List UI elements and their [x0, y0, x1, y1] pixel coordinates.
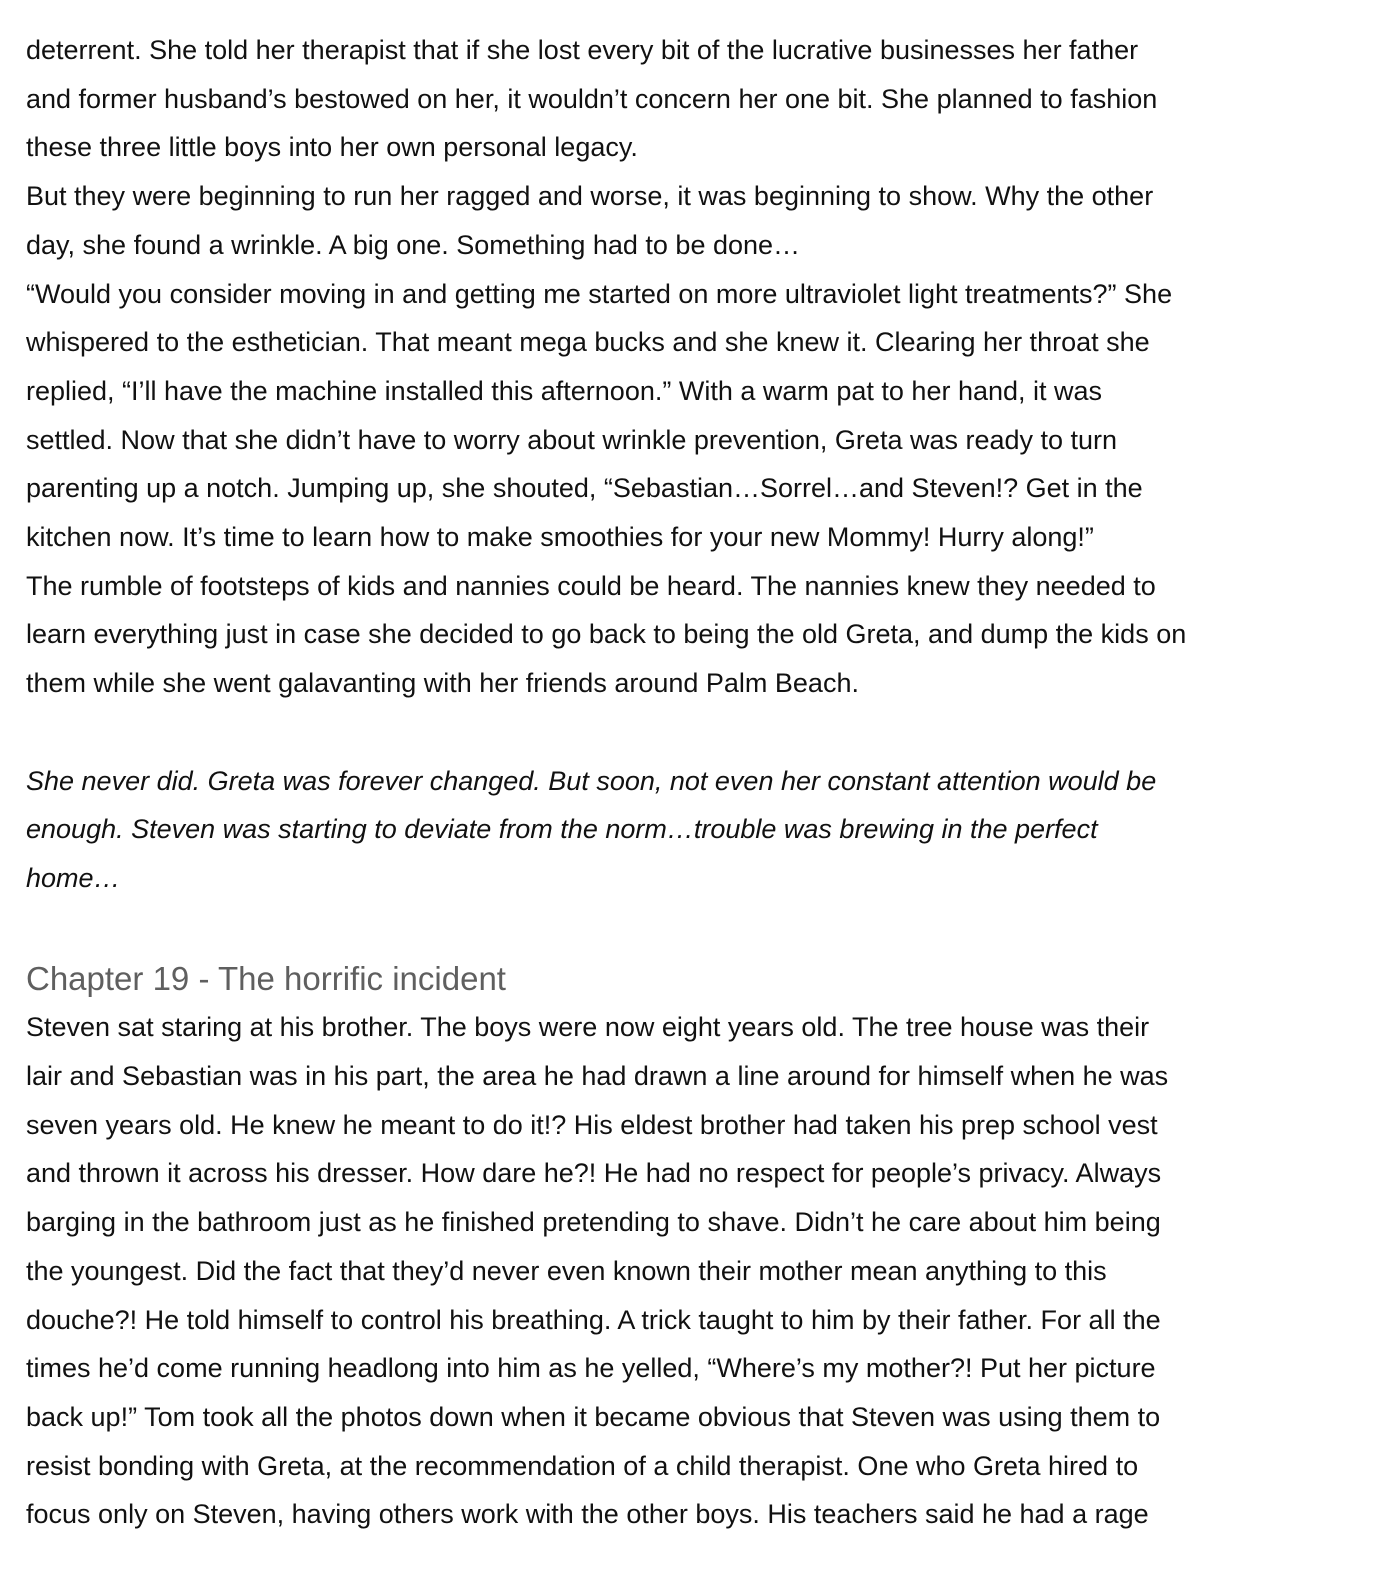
text-line: resist bonding with Greta, at the recommendation of a child therapist. One who Greta hired to — [26, 1450, 1139, 1481]
text-line: learn everything just in case she decided to go back to being the old Greta, and dump the kids on — [26, 619, 1187, 650]
text-line: douche?! He told himself to control his breathing. A trick taught to him by their father. For all the — [26, 1304, 1161, 1335]
paragraph-esthetician — [26, 270, 1346, 562]
text-line: She never did. Greta was forever changed. But soon, not even her constant attention would be — [26, 765, 1157, 796]
text-line: home… — [26, 862, 121, 893]
text-line: enough. Steven was starting to deviate from the norm…trouble was brewing in the perfect — [26, 814, 1098, 845]
text-line: them while she went galavanting with her friends around Palm Beach. — [26, 668, 859, 699]
paragraph-spacer — [26, 708, 1346, 757]
text-line: and thrown it across his dresser. How dare he?! He had no respect for people’s privacy. Always — [26, 1158, 1162, 1189]
text-line: focus only on Steven, having others work with the other boys. His teachers said he had a rage — [26, 1499, 1149, 1530]
text-line: The rumble of footsteps of kids and nannies could be heard. The nannies knew they needed to — [26, 570, 1156, 601]
text-line: seven years old. He knew he meant to do it!? His eldest brother had taken his prep school vest — [26, 1109, 1158, 1140]
text-line: lair and Sebastian was in his part, the area he had drawn a line around for himself when he was — [26, 1061, 1169, 1092]
paragraph-epilogue-italic — [26, 757, 1346, 903]
paragraph-wrinkle — [26, 172, 1346, 269]
text-line: replied, “I’ll have the machine installed this afternoon.” With a warm pat to her hand, it was — [26, 375, 1103, 406]
text-line: and former husband’s bestowed on her, it wouldn’t concern her one bit. She planned to fashion — [26, 83, 1158, 114]
paragraph-chapter-19 — [26, 1003, 1346, 1539]
text-line: times he’d come running headlong into him as he yelled, “Where’s my mother?! Put her picture — [26, 1353, 1156, 1384]
text-line: kitchen now. It’s time to learn how to make smoothies for your new Mommy! Hurry along!” — [26, 522, 1094, 553]
paragraph-legacy — [26, 26, 1346, 172]
text-line: these three little boys into her own personal legacy. — [26, 132, 638, 163]
paragraph-nannies — [26, 562, 1346, 708]
text-line: whispered to the esthetician. That meant mega bucks and she knew it. Clearing her throat she — [26, 327, 1150, 358]
text-line: day, she found a wrinkle. A big one. Something had to be done… — [26, 229, 801, 260]
text-line: deterrent. She told her therapist that if she lost every bit of the lucrative businesses her father — [26, 35, 1139, 65]
text-line: parenting up a notch. Jumping up, she shouted, “Sebastian…Sorrel…and Steven!? Get in the — [26, 473, 1143, 504]
text-line: Steven sat staring at his brother. The boys were now eight years old. The tree house was their — [26, 1012, 1150, 1043]
text-line: “Would you consider moving in and getting me started on more ultraviolet light treatments?” She — [26, 278, 1173, 309]
chapter-heading: Chapter 19 - The horrific incident — [26, 960, 506, 998]
text-line: settled. Now that she didn’t have to worry about wrinkle prevention, Greta was ready to turn — [26, 424, 1118, 455]
text-line: But they were beginning to run her ragged and worse, it was beginning to show. Why the other — [26, 181, 1154, 212]
text-line: barging in the bathroom just as he finished pretending to shave. Didn’t he care about him being — [26, 1207, 1161, 1238]
text-line: back up!” Tom took all the photos down when it became obvious that Steven was using them to — [26, 1401, 1161, 1432]
text-line: the youngest. Did the fact that they’d never even known their mother mean anything to this — [26, 1255, 1107, 1286]
paragraph-spacer — [26, 903, 1346, 952]
